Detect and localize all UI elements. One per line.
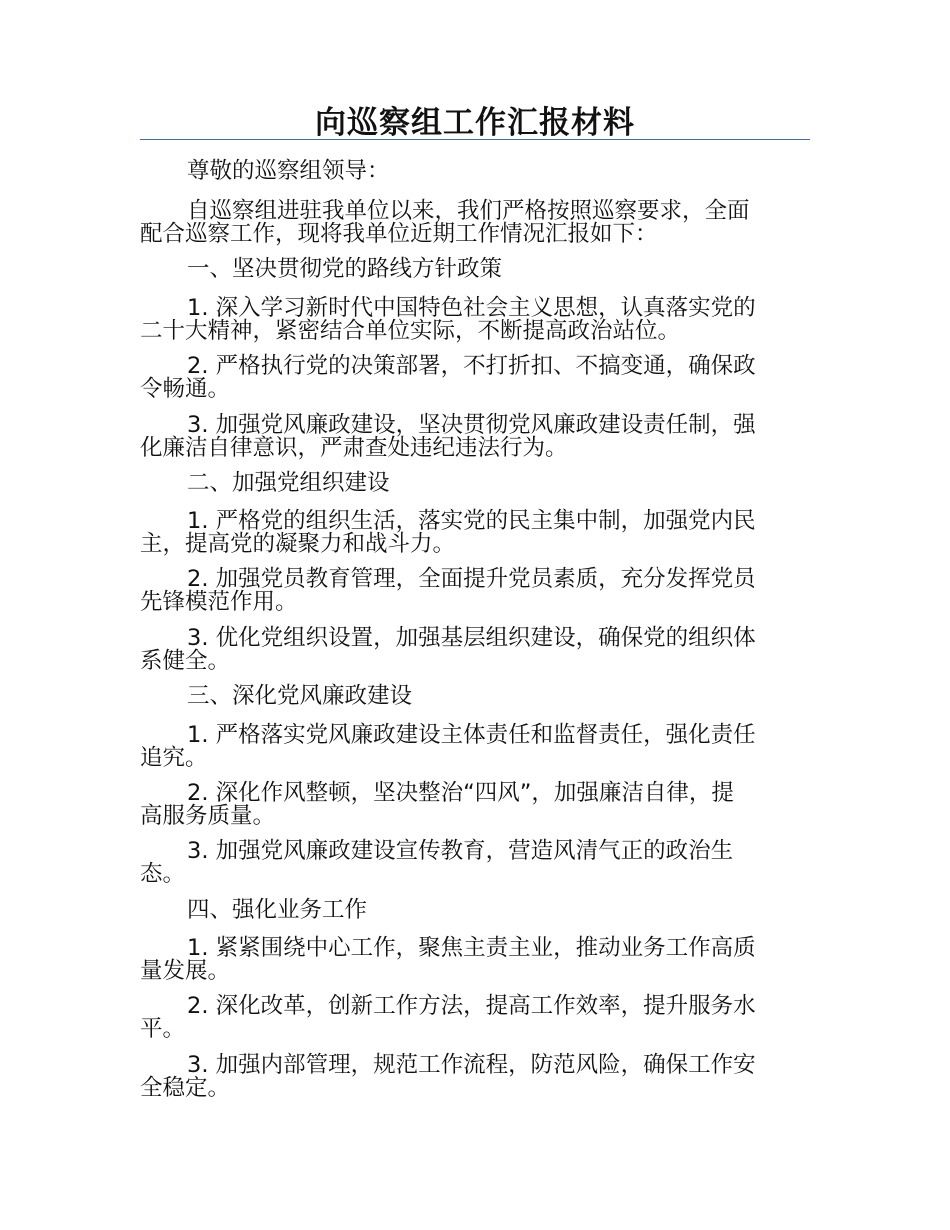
section-4-item-1 xyxy=(140,937,812,983)
section-2-item-3 xyxy=(140,627,812,673)
section-heading-3 xyxy=(140,685,812,708)
section-1-item-3 xyxy=(140,414,812,460)
paragraph-line: 1. 深入学习新时代中国特色社会主义思想，认真落实党的 xyxy=(187,295,756,321)
paragraph-line: 2. 加强党员教育管理，全面提升党员素质，充分发挥党员 xyxy=(187,566,756,592)
salutation-paragraph xyxy=(140,160,812,183)
paragraph-line: 全稳定。 xyxy=(140,1075,231,1101)
paragraph-line: 态。 xyxy=(140,861,186,887)
paragraph-line: 1. 严格落实党风廉政建设主体责任和监督责任，强化责任 xyxy=(187,722,756,748)
paragraph-line: 三、深化党风廉政建设 xyxy=(187,683,413,709)
paragraph-line: 高服务质量。 xyxy=(140,803,276,829)
section-1-item-2 xyxy=(140,355,812,401)
paragraph-line: 量发展。 xyxy=(140,958,231,984)
paragraph-line: 3. 加强党风廉政建设宣传教育，营造风清气正的政治生 xyxy=(187,838,734,864)
paragraph-line: 2. 深化作风整顿，坚决整治“四风”，加强廉洁自律，提 xyxy=(187,780,734,806)
paragraph-line: 3. 加强内部管理，规范工作流程，防范风险，确保工作安 xyxy=(187,1052,756,1078)
paragraph-line: 1. 严格党的组织生活，落实党的民主集中制，加强党内民 xyxy=(187,508,756,534)
section-1-item-1 xyxy=(140,297,812,343)
paragraph-line: 主，提高党的凝聚力和战斗力。 xyxy=(140,531,456,557)
paragraph-line: 配合巡察工作，现将我单位近期工作情况汇报如下： xyxy=(140,221,658,247)
section-heading-1 xyxy=(140,258,812,281)
section-3-item-2 xyxy=(140,782,812,828)
section-heading-4 xyxy=(140,899,812,922)
paragraph-line: 2. 严格执行党的决策部署，不打折扣、不搞变通，确保政 xyxy=(187,353,756,379)
title-underline xyxy=(140,139,810,140)
paragraph-line: 1. 紧紧围绕中心工作，聚焦主责主业，推动业务工作高质 xyxy=(187,935,756,961)
paragraph-line: 令畅通。 xyxy=(140,376,231,402)
paragraph-line: 化廉洁自律意识，严肃查处违纪违法行为。 xyxy=(140,435,568,461)
paragraph-line: 2. 深化改革，创新工作方法，提高工作效率，提升服务水 xyxy=(187,993,756,1019)
paragraph-line: 二十大精神，紧密结合单位实际，不断提高政治站位。 xyxy=(140,318,681,344)
paragraph-line: 先锋模范作用。 xyxy=(140,589,298,615)
paragraph-line: 四、强化业务工作 xyxy=(187,897,368,923)
section-4-item-2 xyxy=(140,995,812,1041)
section-4-item-3 xyxy=(140,1054,812,1100)
section-2-item-1 xyxy=(140,510,812,556)
intro-paragraph xyxy=(140,200,812,246)
paragraph-line: 二、加强党组织建设 xyxy=(187,470,390,496)
paragraph-line: 平。 xyxy=(140,1016,186,1042)
section-2-item-2 xyxy=(140,568,812,614)
section-3-item-3 xyxy=(140,840,812,886)
paragraph-line: 3. 优化党组织设置，加强基层组织建设，确保党的组织体 xyxy=(187,625,756,651)
paragraph-line: 自巡察组进驻我单位以来，我们严格按照巡察要求，全面 xyxy=(187,198,750,224)
paragraph-line: 系健全。 xyxy=(140,648,231,674)
paragraph-line: 追究。 xyxy=(140,745,208,771)
document-title: 向巡察组工作汇报材料 xyxy=(315,105,635,141)
paragraph-line: 3. 加强党风廉政建设，坚决贯彻党风廉政建设责任制，强 xyxy=(187,412,756,438)
paragraph-line: 一、坚决贯彻党的路线方针政策 xyxy=(187,256,503,282)
section-3-item-1 xyxy=(140,724,812,770)
section-heading-2 xyxy=(140,472,812,495)
paragraph-line: 尊敬的巡察组领导： xyxy=(187,158,390,184)
